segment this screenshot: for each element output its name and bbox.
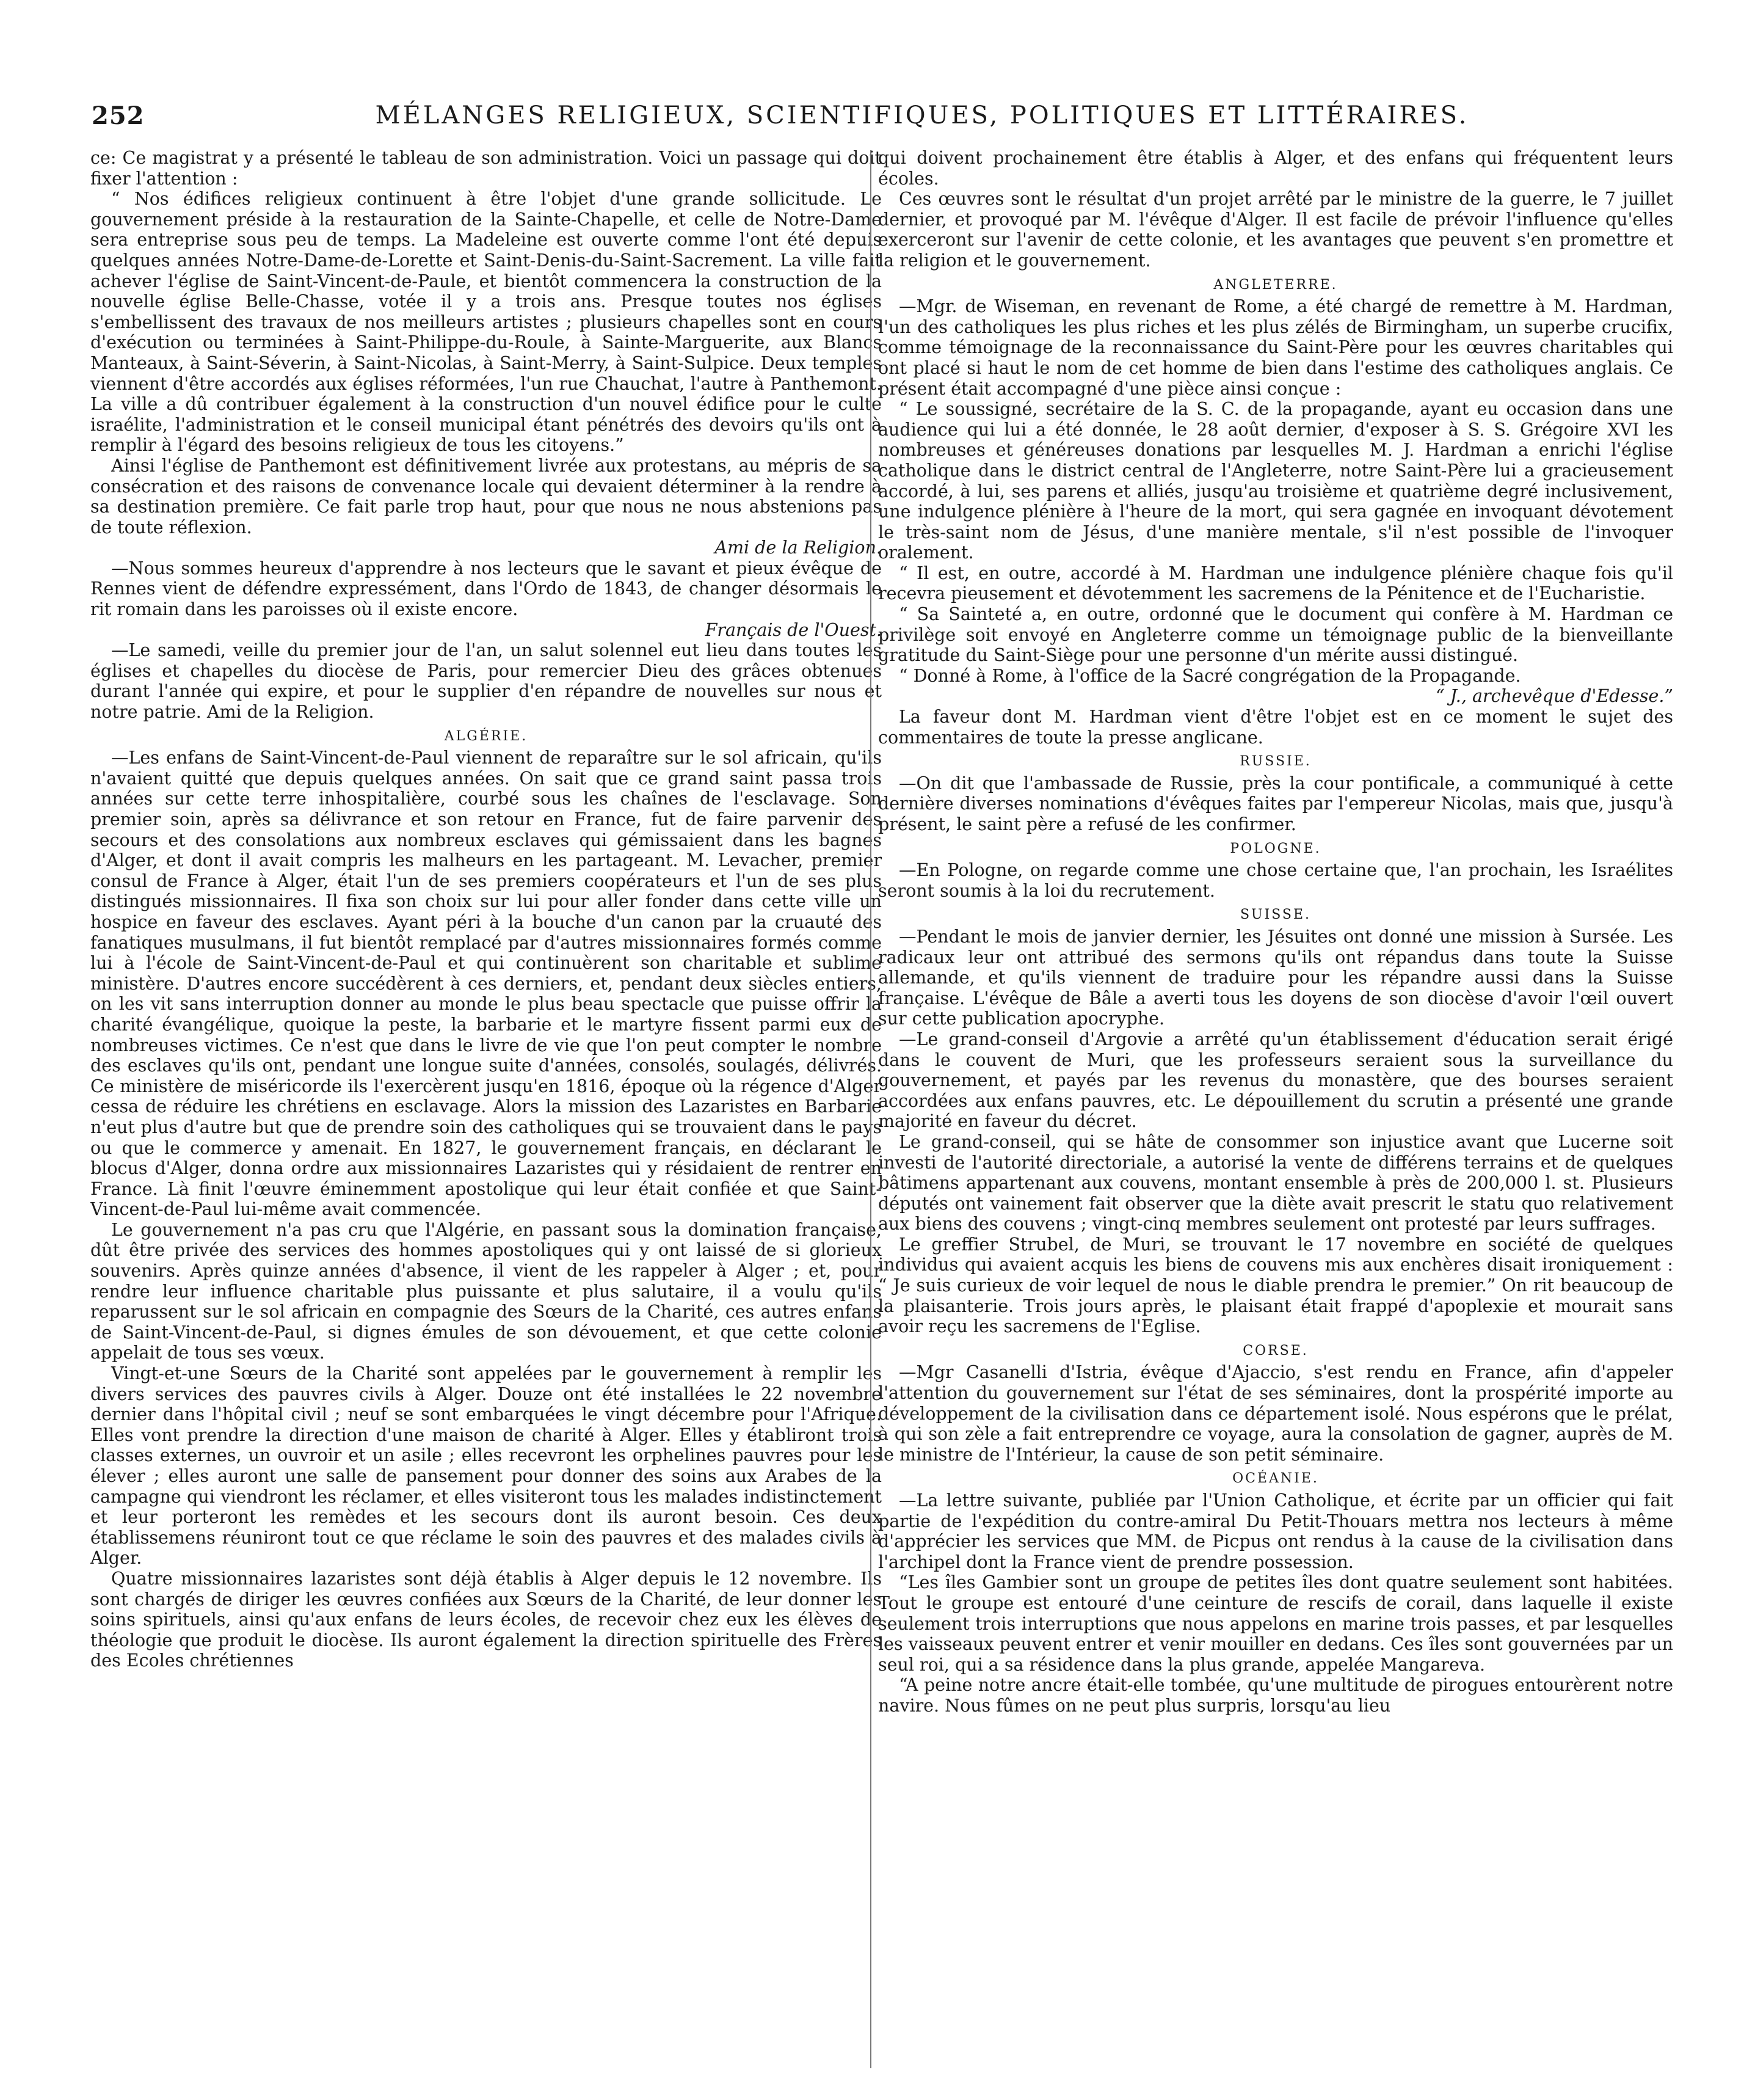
source-attribution: Français de l'Ouest. [705,619,882,640]
paragraph: Le greffier Strubel, de Muri, se trouvant le 17 novembre en société de quelques individus qui avaient acquis les biens de couvens mis aux enchères disait ironiquement : “ Je suis curieux de voir lequel de nous le diable prendra le premier.” On rit beaucoup de la plaisanterie. Trois jours après, le plaisant était frappé d'apoplexie et mourait sans avoir reçu les sacremens de l'Eglise. [878,1234,1673,1337]
paragraph: —On dit que l'ambassade de Russie, près la cour pontificale, a communiqué à cette dernière diverses nominations d'évêques faites par l'empereur Nicolas, mais que, jusqu'à présent, le saint père a refusé de les confirmer. [878,773,1673,834]
running-head: MÉLANGES RELIGIEUX, SCIENTIFIQUES, POLITIQUES ET LITTÉRAIRES. [375,101,1469,129]
paragraph: —Le grand-conseil d'Argovie a arrêté qu'un établissement d'éducation serait érigé dans le couvent de Muri, que les professeurs seraient sous la surveillance du gouvernement, et payés par les revenus du monastère, que des bourses seraient accordées aux enfans pauvres, etc. Le dépouillement du scrutin a présenté une grande majorité en faveur du décret. [878,1029,1673,1132]
paragraph: —En Pologne, on regarde comme une chose certaine que, l'an prochain, les Israélites seront soumis à la loi du recrutement. [878,860,1673,901]
section-heading-oceanie: OCÉANIE. [1232,1471,1319,1487]
paragraph: —Mgr. de Wiseman, en revenant de Rome, a été chargé de remettre à M. Hardman, l'un des catholiques les plus riches et les plus zélés de Birmingham, un superbe crucifix, comme témoignage de la reconnaissance du Saint-Père pour les œuvres charitables qui ont placé si haut le nom de cet homme de bien dans l'estime des catholiques anglais. Ce présent était accompagné d'une pièce ainsi conçue : [878,296,1673,399]
quoted-document: “ Donné à Rome, à l'office de la Sacré congrégation de la Propagande. [899,665,1521,686]
paragraph: La faveur dont M. Hardman vient d'être l'objet est en ce moment le sujet des commentaires de toute la presse anglicane. [878,707,1673,748]
paragraph: qui doivent prochainement être établis à Alger, et des enfans qui fréquentent leurs écoles. [878,148,1673,189]
section-heading-suisse: SUISSE. [1240,907,1312,923]
quoted-document: “ Sa Sainteté a, en outre, ordonné que le document qui confère à M. Hardman ce privilège soit envoyé en Angleterre comme un témoignage public de la bienveillante gratitude du Saint-Siège pour une personne d'un mérite aussi distingué. [878,604,1673,666]
paragraph: —La lettre suivante, publiée par l'Union Catholique, et écrite par un officier qui fait partie de l'expédition du contre-amiral Du Petit-Thouars mettra nos lecteurs à même d'apprécier les services que MM. de Picpus ont rendus à la cause de la civilisation dans l'archipel dont la France vient de prendre possession. [878,1490,1673,1572]
quoted-document: “ Il est, en outre, accordé à M. Hardman une indulgence plénière chaque fois qu'il recevra pieusement et dévotemment les sacremens de la Pénitence et de l'Eucharistie. [878,563,1673,604]
source-attribution: Ami de la Religion. [714,538,882,558]
paragraph: Quatre missionnaires lazaristes sont déjà établis à Alger depuis le 12 novembre. Ils sont chargés de diriger les œuvres confiées aux Sœurs de la Charité, de leur donner les soins spirituels, ainsi qu'aux enfans de leurs écoles, de recevoir chez eux les élèves de théologie que produit le diocèse. Ils auront également la direction spirituelle des Frères des Ecoles chrétiennes [90,1568,882,1671]
paragraph: Le gouvernement n'a pas cru que l'Algérie, en passant sous la domination française, dût être privée des services des hommes apostoliques qui y ont laissé de si glorieux souvenirs. Après quinze années d'absence, il vient de les rappeler à Alger ; et, pour rendre leur influence charitable plus puissante et plus salutaire, il a voulu qu'ils reparussent sur le sol africain en compagnie des Sœurs de la Charité, ces autres enfans de Saint-Vincent-de-Paul, si dignes émules de son dévouement, et que cette colonie appelait de tous ses vœux. [90,1219,882,1363]
paragraph: —Mgr Casanelli d'Istria, évêque d'Ajaccio, s'est rendu en France, afin d'appeler l'attention du gouvernement sur l'état de ses séminaires, dont la prospérité importe au développement de la civilisation dans ce département isolé. Nous espérons que le prélat, à qui son zèle a fait entreprendre ce voyage, aura la consolation de gagner, auprès de M. le ministre de l'Intérieur, la cause de son petit séminaire. [878,1362,1673,1465]
paragraph: Vingt-et-une Sœurs de la Charité sont appelées par le gouvernement à remplir les divers services des pauvres civils à Alger. Douze ont été installées le 22 novembre dernier dans l'hôpital civil ; neuf se sont embarquées le vingt décembre pour l'Afrique. Elles vont prendre la direction d'une maison de charité à Alger. Elles y établiront trois classes externes, un ouvroir et un asile ; elles recevront les orphelines pauvres pour les élever ; elles auront une salle de pansement pour donner des soins aux Arabes de la campagne qui viendront les réclamer, et elles visiteront tous les malades indistinctement et leur porteront les remèdes et les secours dont ils auront besoin. Ces deux établissemens réuniront tout ce que réclame le soin des pauvres et des malades civils à Alger. [90,1363,882,1569]
paragraph: Ainsi l'église de Panthemont est définitivement livrée aux protestans, au mépris de sa consécration et des raisons de convenance locale qui devaient déterminer à la rendre à sa destination première. Ce fait parle trop haut, pour que nous ne nous abstenions pas de toute réflexion. [90,455,882,538]
quoted-document: “ Le soussigné, secrétaire de la S. C. de la propagande, ayant eu occasion dans une audience qui lui a été donnée, le 28 août dernier, d'exposer à S. S. Grégoire XVI les nombreuses et généreuses donations par lesquelles M. J. Hardman a enrichi l'église catholique dans le district central de l'Angleterre, notre Saint-Père lui a gracieusement accordé, à lui, ses parens et alliés, jusqu'au troisième et quatrième degré inclusivement, une indulgence plénière à l'heure de la mort, qui sera gagnée en invoquant dévotement le très-saint nom de Jésus, d'une manière mentale, s'il n'est possible de l'invoquer oralement. [878,399,1673,563]
quoted-letter: “A peine notre ancre était-elle tombée, qu'une multitude de pirogues entourèrent notre navire. Nous fûmes on ne peut plus surpris, lorsqu'au lieu [878,1675,1673,1716]
section-heading-angleterre: ANGLETERRE. [1213,277,1338,293]
paragraph: —Le samedi, veille du premier jour de l'an, un salut solennel eut lieu dans toutes les églises et chapelles du diocèse de Paris, pour remercier Dieu des grâces obtenues durant l'année qui expire, et pour le supplier d'en répandre de nouvelles sur nous et notre patrie. Ami de la Religion. [90,640,882,723]
right-column [878,148,1673,2072]
column-divider [870,150,871,2068]
paragraph: —Nous sommes heureux d'apprendre à nos lecteurs que le savant et pieux évêque de Rennes vient de défendre expressément, dans l'Ordo de 1843, de changer désormais le rit romain dans les paroisses où il existe encore. [90,558,882,620]
paragraph: Ces œuvres sont le résultat d'un projet arrêté par le ministre de la guerre, le 7 juillet dernier, et provoqué par M. l'évêque d'Alger. Il est facile de prévoir l'influence qu'elles exerceront sur l'avenir de cette colonie, et les avantages que peuvent s'en promettre et la religion et le gouvernement. [878,189,1673,271]
section-heading-algerie: ALGÉRIE. [444,728,528,744]
section-heading-pologne: POLOGNE. [1230,840,1321,856]
paragraph: —Pendant le mois de janvier dernier, les Jésuites ont donné une mission à Sursée. Les radicaux leur ont attribué des sermons qu'ils ont répandus dans toute la Suisse allemande, et qu'ils viennent de traduire pour les répandre aussi dans la Suisse française. L'évêque de Bâle a averti tous les doyens de son diocèse d'avoir l'œil ouvert sur cette publication apocryphe. [878,926,1673,1029]
section-heading-corse: CORSE. [1243,1343,1309,1358]
section-heading-russie: RUSSIE. [1240,754,1312,770]
left-column [90,148,882,2072]
page-number: 252 [92,101,145,130]
document-signature: “ J., archevêque d'Edesse.” [1435,686,1673,707]
quoted-speech: “ Nos édifices religieux continuent à être l'objet d'une grande sollicitude. Le gouvernement préside à la restauration de la Sainte-Chapelle, et celle de Notre-Dame sera entreprise sous peu de temps. La Madeleine est ouverte comme l'ont été depuis quelques années Notre-Dame-de-Lorette et Saint-Denis-du-Saint-Sacrement. La ville fait achever l'église de Saint-Vincent-de-Paule, et bientôt commencera la construction de la nouvelle église Belle-Chasse, votée il y a trois ans. Presque toutes nos églises s'embellissent des travaux de nos meilleurs artistes ; plusieurs chapelles sont en cours d'exécution ou terminées à Saint-Philippe-du-Roule, à Sainte-Marguerite, aux Blancs Manteaux, à Saint-Séverin, à Saint-Nicolas, à Saint-Merry, à Saint-Sulpice. Deux temples viennent d'être accordés aux églises réformées, l'un rue Chauchat, l'autre à Panthemont. La ville a dû contribuer également à la construction d'un nouvel édifice pour le culte israélite, l'administration et le conseil municipal étant pénétrés des devoirs qu'ils ont à remplir à l'égard des besoins religieux de tous les citoyens.” [90,189,882,456]
paragraph: —Les enfans de Saint-Vincent-de-Paul viennent de reparaître sur le sol africain, qu'ils n'avaient quitté que depuis quelques années. On sait que ce grand saint passa trois années sur cette terre inhospitalière, courbé sous les chaînes de l'esclavage. Son premier soin, après sa délivrance et son retour en France, fut de faire parvenir des secours et des consolations aux nombreux esclaves qui gémissaient dans les bagnes d'Alger, et dont il avait compris les malheurs en les partageant. M. Levacher, premier consul de France à Alger, était l'un de ses premiers coopérateurs et l'un de ses plus distingués missionnaires. Il fixa son choix sur lui pour aller fonder dans cette ville un hospice en faveur des esclaves. Ayant péri à la bouche d'un canon par la cruauté des fanatiques musulmans, il fut bientôt remplacé par d'autres missionnaires formés comme lui à l'école de Saint-Vincent-de-Paul et qui continuèrent son charitable et sublime ministère. D'autres encore succédèrent à ces derniers, et, pendant deux siècles entiers, on les vit sans interruption donner au monde le plus beau spectacle que puisse offrir la charité évangélique, quoique la peste, la barbarie et le martyre fissent parmi eux de nombreuses victimes. Ce n'est que dans le livre de vie que l'on peut compter le nombre des esclaves qu'ils ont, pendant une longue suite d'années, consolés, soulagés, délivrés. Ce ministère de miséricorde ils l'exercèrent jusqu'en 1816, époque où la régence d'Alger cessa de réduire les chrétiens en esclavage. Alors la mission des Lazaristes en Barbarie n'eut plus d'autre but que de prendre soin des catholiques qui se trouvaient dans le pays ou que le commerce y amenait. En 1827, le gouvernement français, en déclarant le blocus d'Alger, donna ordre aux missionnaires Lazaristes qui y résidaient de rentrer en France. Là finit l'œuvre éminemment apostolique qui leur était confiée et que Saint-Vincent-de-Paul lui-même avait commencée. [90,748,882,1220]
paragraph: ce: Ce magistrat y a présenté le tableau de son administration. Voici un passage qui doit fixer l'attention : [90,148,882,189]
paragraph: Le grand-conseil, qui se hâte de consommer son injustice avant que Lucerne soit investi de l'autorité directoriale, a autorisé la vente de différens terrains et de quelques bâtimens appartenant aux couvens, montant ensemble à près de 200,000 l. st. Plusieurs députés ont vainement fait observer que la diète avait prescrit le statu quo relativement aux biens des couvens ; vingt-cinq membres seulement ont protesté par leurs suffrages. [878,1131,1673,1234]
quoted-letter: “Les îles Gambier sont un groupe de petites îles dont quatre seulement sont habitées. Tout le groupe est entouré d'une ceinture de rescifs de corail, dans laquelle il existe seulement trois interruptions que nous appelons en marine trois passes, et par lesquelles les vaisseaux peuvent entrer et venir mouiller en dedans. Ces îles sont gouvernées par un seul roi, qui a sa résidence dans la plus grande, appelée Mangareva. [878,1572,1673,1675]
page-header [92,101,1679,138]
